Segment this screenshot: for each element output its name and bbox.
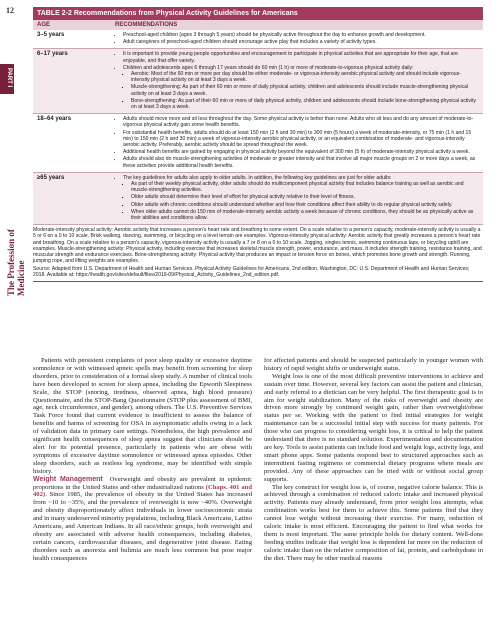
list-item: • Adults should also do muscle-strengthening activities of moderate or greater intensity and that involve all major muscle groups on 2 or more days a week, as these activities provide additional health benefits. <box>123 156 479 168</box>
list-item-text: The key guidelines for adults also apply to older adults. In addition, the following key guidelines are just for older adults: <box>123 174 392 181</box>
list-item <box>123 175 479 221</box>
age-cell: 6–17 years <box>33 49 111 114</box>
paragraph: Patients with persistent complaints of poor sleep quality or excessive daytime somnolence or with witnessed apneic spells may benefit from screening for sleep disorders, prior to consideration of a formal sleep study. A number of clinical tools have been developed to screen for sleep apnea, including the Epworth Sleepiness Scale, the STOP (snoring, tiredness, observed apnea, high blood pressure) Questionnaire, and the STOP-Bang Questionnaire (STOP plus assessment of BMI, age, neck circumference, and gender), among others. The U.S. Preventive Services Task Force found that current evidence is insufficient to assess the balance of benefits and harms of screening for OSA in asymptomatic adults owing to a lack of validation data in primary care settings. Nonetheless, the high prevalence and significant health consequences of sleep apnea suggest that clinicians should be alert for its potential presence, particularly in patients who are obese with symptoms of excessive daytime somnolence or witnessed apnea episodes. Other sleep disorders, such as restless leg syndrome, may be identified with simple history. <box>33 357 252 475</box>
header-recommendations: RECOMMENDATIONS <box>111 20 483 30</box>
paragraph <box>33 476 252 563</box>
table-definitions: Moderate-intensity physical activity: Aerobic activity that increases a person's heart rate and breathing to some extent. On a scale relative to a person's capacity, moderate-intensity activity is usually a 5 or 6 on a 0 to 10 scale. Brisk walking, dancing, swimming, or bicycling on a level terrain are examples. Vigorous-intensity physical activity: Aerobic activity that greatly increases a person's heart rate and breathing. On a scale relative to a person's capacity, vigorous-intensity activity is usually a 7 or 8 on a 0 to 10 scale. Jogging, singles tennis, swimming continuous laps, or bicycling uphill are examples. Muscle-strengthening activity: Physical activity, including exercise that increases skeletal muscle strength, power, endurance, and mass. It includes strength training, resistance training, and muscular strength and endurance exercises. Bone-strengthening activity: Physical activity that produces an impact or tension force on bones, which promotes bone growth and strength. Running, jumping rope, and lifting weights are examples. <box>33 227 482 265</box>
table-notes <box>33 227 483 278</box>
table-title: TABLE 2-2 Recommendations from Physical Activity Guidelines for Americans <box>33 7 483 20</box>
age-cell: 3–5 years <box>33 30 111 49</box>
table-bottom-rule <box>33 281 483 282</box>
sub-list-item: ▪ Older adults with chronic conditions should understand whether and how their conditions affect their ability to do regular physical activity safely. <box>131 202 479 208</box>
paragraph-text: . Since 1985, the prevalence of obesity in the United States has increased from ~10 to ~35%, and the prevalence of overweight is now ~40%. Overweight and obesity disproportionately affect individuals in lower socioeconomic strata and in many underserved minority populations, including Black Americans, Latino Americans, and American Indians. In all race/ethnic groups, both overweight and obesity are associated with adverse health consequences, including diabetes, certain cancers, cardiovascular diseases, and degenerative joint disease. Eating disorders such as anorexia and bulimia are much less common but pose major health consequences <box>33 491 252 562</box>
table-source: Source: Adapted from U.S. Department of Health and Human Services. Physical Activity Guidelines for Americans, 2nd edition. Washington, DC: U.S. Department of Health and Human Services; 2018. Available at: https://health.gov/sites/default/files/2019-09/Physical_Activity_Guidelines_2nd_edition.pdf. <box>33 266 470 279</box>
paragraph: The key construct for weight loss is, of course, negative calorie balance. This is achieved through a combination of reduced caloric intake and increased physical activity. Patients may already understand, from prior weight loss attempts, what combination works best for them to achieve this. Some patients find that they cannot lose weight without increasing their exercise. For many, reduction of caloric intake is most efficient. Encouraging the patient to find what works for them is most important. The same principle holds for dietary content. Well-done feeding studies indicate that weight loss is dependent far more on the reduction of caloric intake than on the relative composition of fat, protein, and carbohydrate in the diet. There may be other medical reasons <box>264 483 483 562</box>
left-column <box>33 357 252 563</box>
list-item <box>123 65 479 110</box>
table-row <box>33 114 483 173</box>
recommendation-cell <box>111 114 483 173</box>
section-heading: Weight Management <box>33 475 103 483</box>
table-row <box>33 172 483 224</box>
paragraph-text: Overweight and obesity are prevalent in epidemic proportions in the United States and other industrialized nations <box>33 475 252 491</box>
section-side-title: The Profession of Medicine <box>6 229 26 296</box>
recommendations-table <box>33 7 483 282</box>
recommendation-cell <box>111 30 483 49</box>
list-item-text: Children and adolescents ages 6 through 17 years should do 60 min (1 h) or more of moderate-to-vigorous physical activity daily: <box>123 64 414 71</box>
list-item: • For substantial health benefits, adults should do at least 150 min (2 h and 30 min) to 300 min (5 hours) a week of moderate-intensity, or 75 min (1 h and 15 min) to 150 min (2 h and 30 min) a week of vigorous-intensity aerobic physical activity, or an equivalent combination of moderate- and vigorous-intensity aerobic activity. Preferably, aerobic activity should be spread throughout the week. <box>123 130 479 149</box>
body-text <box>33 357 483 563</box>
part-label: PART I <box>6 68 12 88</box>
page-number: 12 <box>6 6 14 15</box>
sub-list-item: ▪ Muscle-strengthening: As part of their 60 min or more of daily physical activity, children and adolescents should include muscle-strengthening physical activity on at least 3 days a week. <box>131 84 479 96</box>
right-column <box>264 357 483 563</box>
list-item: • Preschool-aged children (ages 3 through 5 years) should be physically active throughout the day to enhance growth and development. <box>123 32 479 38</box>
list-item: • Additional health benefits are gained by engaging in physical activity beyond the equivalent of 300 min (5 h) of moderate-intensity physical activity a week. <box>123 149 479 155</box>
list-item: • Adults should move more and sit less throughout the day. Some physical activity is better than none. Adults who sit less and do any amount of moderate-to-vigorous physical activity gain some health benefits. <box>123 116 479 128</box>
paragraph: Weight loss is one of the most difficult preventive interventions to achieve and sustain over time. However, several key factors can assist the patient and clinician, and early referral to a dietician can be very helpful. The first therapeutic goal is to aim for weight stabilization. Many of the risks of overweight and obesity are driven more strongly by continued weight gain, rather than overweight/obese status per se. Working with the patient to find initial strategies for weight maintenance can be a successful initial step with success for many patients. For those who can progress to considering weight loss, it is critical to help the patient understand that there is no standard solution. Experimentation and documentation are key. Tools to assist patients can include food and weight logs, activity logs, and smart phone apps. Some patients respond best to structured approaches such as intermittent fasting regimens or commercial dietary programs where meals are provided. Any of these approaches can be tried with or without social group supports. <box>264 372 483 483</box>
chapter-reference: (Chaps. 401 and 402) <box>33 483 253 499</box>
age-cell: ≥65 years <box>33 172 111 224</box>
paragraph: for affected patients and should be suspected particularly in younger women with history of rapid weight shifts or underweight status. <box>264 357 483 372</box>
header-age: AGE <box>33 20 111 30</box>
age-cell: 18–64 years <box>33 114 111 173</box>
sub-list-item: ▪ Aerobic: Most of the 60 min or more per day should be either moderate- or vigorous-intensity aerobic physical activity and should include vigorous-intensity physical activity on at least 3 days a week. <box>131 71 479 83</box>
sub-list-item: ▪ As part of their weekly physical activity, older adults should do multicomponent physical activity that includes balance training as well as aerobic and muscle-strengthening activities. <box>131 181 479 193</box>
table-row <box>33 30 483 49</box>
sub-list-item: ▪ When older adults cannot do 150 min of moderate-intensity aerobic activity a week because of chronic conditions, they should be as physically active as their abilities and conditions allow. <box>131 209 479 221</box>
sub-list-item: ▪ Bone-strengthening: As part of their 60 min or more of daily physical activity, children and adolescents should include bone-strengthening physical activity on at least 3 days a week. <box>131 98 479 110</box>
table-grid <box>33 20 483 225</box>
recommendation-cell <box>111 172 483 224</box>
list-item: • Adult caregivers of preschool-aged children should encourage active play that includes a variety of activity types. <box>123 39 479 45</box>
recommendation-cell <box>111 49 483 114</box>
sub-list-item: ▪ Older adults should determine their level of effort for physical activity relative to their level of fitness. <box>131 194 479 200</box>
table-row <box>33 49 483 114</box>
list-item: • It is important to provide young people opportunities and encouragement to participate in physical activities that are appropriate for their age, that are enjoyable, and that offer variety. <box>123 51 479 63</box>
